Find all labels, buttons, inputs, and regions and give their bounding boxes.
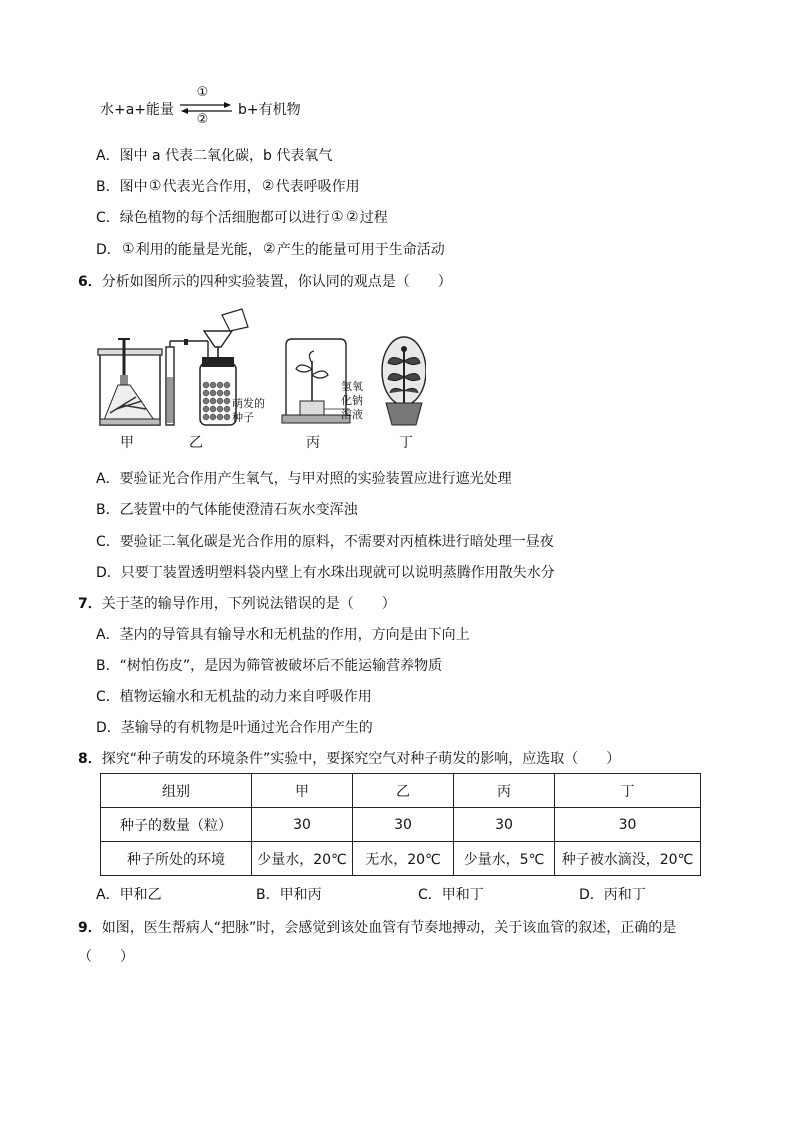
- bing-note-line: 氢氧: [341, 380, 363, 393]
- option-letter: A．: [96, 148, 120, 164]
- question-text: 关于茎的输导作用，下列说法错误的是（ ）: [101, 596, 396, 612]
- q7-option-a: [96, 624, 470, 644]
- question-text: 如图，医生帮病人“把脉”时，会感觉到该处血管有节奏地搏动，关于该血管的叙述，正确的是: [101, 920, 677, 936]
- option-letter: B．: [96, 502, 120, 518]
- option-letter: B．: [256, 887, 280, 903]
- table-cell: 30: [555, 808, 701, 842]
- table-header-row: [101, 774, 701, 808]
- q8-option-d: [579, 884, 646, 904]
- option-text: 只要丁装置透明塑料袋内壁上有水珠出现就可以说明蒸腾作用散失水分: [120, 565, 555, 581]
- option-text: 要验证二氧化碳是光合作用的原料，不需要对丙植株进行暗处理一昼夜: [119, 534, 554, 550]
- question-number: 8．: [78, 751, 102, 767]
- q7-option-c: [96, 686, 372, 706]
- q8-option-c: [418, 884, 484, 904]
- option-letter: D．: [579, 887, 604, 903]
- question-9-paren: （ ）: [78, 949, 134, 965]
- figure-label-ding: 丁: [399, 435, 413, 451]
- table-row: [101, 808, 701, 842]
- q5-option-a: [96, 145, 332, 165]
- circled-one: ①: [122, 241, 135, 257]
- equation-left: 水+a+能量: [100, 102, 175, 118]
- table-header-cell: 丁: [555, 774, 701, 808]
- option-text: 茎内的导管具有输导水和无机盐的作用，方向是由下向上: [119, 627, 470, 643]
- apparatus-ding: [382, 337, 426, 425]
- option-text: 要验证光合作用产生氧气，与甲对照的实验装置应进行遮光处理: [119, 471, 512, 487]
- circled-two: ②: [263, 241, 276, 257]
- bing-note: [341, 380, 363, 422]
- figure-label-yi: 乙: [189, 435, 203, 451]
- option-letter: C．: [96, 689, 120, 705]
- q7-option-b: [96, 655, 442, 675]
- question-number: 7．: [78, 596, 102, 612]
- circled-two: ②: [261, 178, 275, 194]
- option-letter: D．: [96, 720, 121, 736]
- bing-note-line: 溶液: [341, 408, 363, 421]
- q5-option-c: [96, 207, 388, 227]
- option-text: 茎输导的有机物是叶通过光合作用产生的: [120, 720, 373, 736]
- option-text: 甲和丁: [441, 887, 484, 903]
- circled-one: ①: [331, 209, 344, 225]
- yi-note-line: 种子: [232, 411, 254, 424]
- option-text-part: 图中: [119, 179, 148, 195]
- circled-two: ②: [346, 209, 359, 225]
- q8-option-b: [256, 884, 322, 904]
- table-cell: 种子被水滴没，20℃: [555, 842, 701, 876]
- option-text-part: 过程: [359, 210, 388, 226]
- option-text-part: 产生的能量可用于生命活动: [276, 242, 445, 258]
- equation-mark-bottom: ②: [196, 112, 209, 127]
- table-cell: 30: [252, 808, 353, 842]
- table-cell: 少量水，5℃: [454, 842, 555, 876]
- option-text: 乙装置中的气体能使澄清石灰水变浑浊: [119, 502, 358, 518]
- table-cell: 30: [454, 808, 555, 842]
- yi-note: [232, 397, 265, 425]
- q6-option-c: [96, 531, 554, 551]
- figure-label-jia: 甲: [120, 435, 134, 451]
- option-letter: C．: [418, 887, 442, 903]
- circled-one: ①: [148, 178, 162, 194]
- apparatus-bing: [282, 339, 350, 423]
- table-cell: 种子所处的环境: [101, 842, 252, 876]
- figure-label-bing: 丙: [306, 435, 320, 451]
- question-number: 6．: [78, 274, 102, 290]
- q5-option-d: [96, 239, 445, 259]
- option-letter: D．: [96, 565, 121, 581]
- q8-option-a: [96, 884, 162, 904]
- question-text: 探究“种子萌发的环境条件”实验中，要探究空气对种子萌发的影响，应选取（ ）: [101, 751, 621, 767]
- option-text: 植物运输水和无机盐的动力来自呼吸作用: [119, 689, 372, 705]
- seed-germination-table: [100, 773, 701, 876]
- q7-option-d: [96, 717, 373, 737]
- option-text: 甲和乙: [119, 887, 162, 903]
- option-text-part: 利用的能量是光能，: [135, 242, 262, 258]
- table-header-cell: 丙: [454, 774, 555, 808]
- table-header-cell: 甲: [252, 774, 353, 808]
- option-text-part: 代表呼吸作用: [275, 179, 360, 195]
- option-text: 丙和丁: [603, 887, 646, 903]
- option-text-part: 代表光合作用，: [162, 179, 261, 195]
- option-letter: C．: [96, 534, 120, 550]
- q6-option-d: [96, 562, 555, 582]
- question-6: [78, 271, 452, 291]
- option-letter: A．: [96, 887, 120, 903]
- table-cell: 30: [353, 808, 454, 842]
- table-header-cell: 组别: [101, 774, 252, 808]
- question-9: [78, 917, 676, 937]
- q6-option-b: [96, 499, 358, 519]
- option-letter: B．: [96, 658, 120, 674]
- question-7: [78, 593, 396, 613]
- option-letter: B．: [96, 179, 120, 195]
- option-letter: A．: [96, 471, 120, 487]
- table-cell: 无水，20℃: [353, 842, 454, 876]
- yi-note-line: 萌发的: [232, 397, 265, 410]
- bing-note-line: 化钠: [341, 394, 363, 407]
- option-text: “树怕伤皮”，是因为筛管被破坏后不能运输营养物质: [119, 658, 443, 674]
- option-letter: D．: [96, 242, 121, 258]
- option-text: 图中 a 代表二氧化碳，b 代表氧气: [119, 148, 333, 164]
- question-8: [78, 748, 620, 768]
- equation-mark-top: ①: [196, 85, 209, 100]
- question-text: 分析如图所示的四种实验装置，你认同的观点是（ ）: [101, 274, 452, 290]
- option-letter: C．: [96, 210, 120, 226]
- option-letter: A．: [96, 627, 120, 643]
- option-text: 甲和丙: [279, 887, 322, 903]
- apparatus-jia: [98, 339, 162, 425]
- table-row: [101, 842, 701, 876]
- table-header-cell: 乙: [353, 774, 454, 808]
- option-text-part: 绿色植物的每个活细胞都可以进行: [119, 210, 330, 226]
- table-cell: 少量水，20℃: [252, 842, 353, 876]
- q5-option-b: [96, 176, 360, 196]
- equation-right: b+有机物: [238, 102, 301, 118]
- q6-option-a: [96, 468, 512, 488]
- table-cell: 种子的数量（粒）: [101, 808, 252, 842]
- question-number: 9．: [78, 920, 102, 936]
